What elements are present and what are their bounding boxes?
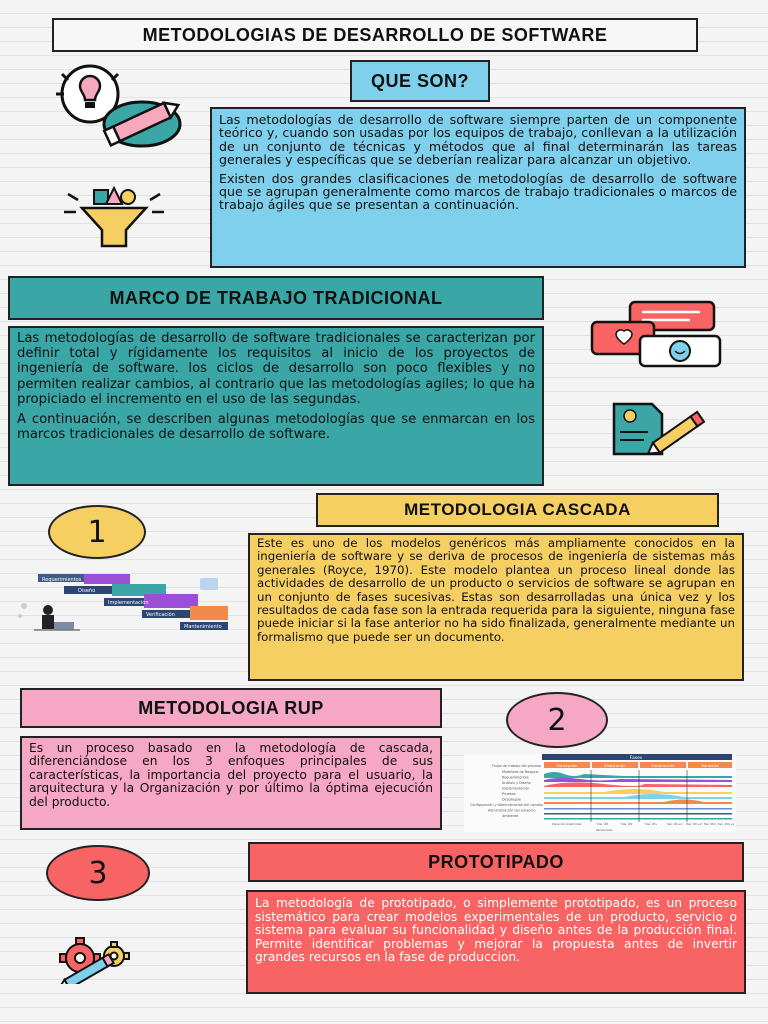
rup-row-7: Configuración y Administración del cambio (470, 803, 543, 807)
rup-phase-3: Construcción (651, 764, 675, 768)
rup-row-9: Ambiente (502, 814, 519, 818)
rup-iter-7: Iter. #m+1 (717, 822, 735, 826)
page-title: METODOLOGIAS DE DESARROLLO DE SOFTWARE (52, 18, 698, 52)
funnel-icon (64, 182, 164, 252)
prototipado-heading: PROTOTIPADO (248, 842, 744, 882)
rup-chart-header: Fases (629, 756, 643, 761)
rup-heading: METODOLOGIA RUP (20, 688, 442, 728)
que-son-heading: QUE SON? (350, 60, 490, 102)
rup-phase-1: Concepción (556, 764, 578, 768)
gears-pencil-icon (50, 936, 136, 984)
cascada-heading: METODOLOGIA CASCADA (316, 493, 719, 527)
rup-row-6: Despliegue (502, 797, 521, 802)
chat-bubbles-icon (590, 300, 726, 372)
idea-pencil-icon (42, 62, 182, 152)
rup-row-3: Análisis y Diseño (502, 781, 531, 785)
rup-iter-0: Iteración preliminar (552, 822, 582, 826)
tradicional-heading: MARCO DE TRABAJO TRADICIONAL (8, 276, 544, 320)
rup-iter-2: Iter. #2 (621, 822, 633, 826)
rup-iter-1: Iter. #1 (597, 822, 609, 826)
rup-row-0: Flujos de trabajo del proceso (492, 764, 541, 768)
step-number-1: 1 (48, 505, 146, 559)
step-number-2: 2 (506, 692, 608, 748)
rup-phase-4: Transición (701, 764, 719, 768)
waterfall-label-4: Verificación (146, 612, 175, 618)
que-son-paragraph-1: Las metodologías de desarrollo de software siempre parten de un componente teórico y, cuando son usadas por los equipos de trabajo, conllevan a la utilización de un conjunto de técnicas y métodos que al final determinarán las tareas generales y específicas que se deberían realizar para alcanzar un objetivo. (219, 112, 737, 168)
tradicional-paragraph-2: A continuación, se describen algunas metodologías que se enmarcan en los marcos tradicionales de desarrollo de software. (17, 412, 535, 443)
que-son-text (210, 107, 746, 268)
rup-row-8: Administración del proyecto (488, 808, 536, 813)
waterfall-diagram (14, 572, 234, 638)
rup-iter-5: Iter. #n+2 (686, 822, 702, 826)
prototipado-text: La metodología de prototipado, o simplemente prototipado, es un proceso sistemático para crear modelos experimentales de un producto, servicio o sistema para evaluar su funcionalidad y diseño antes de la producción final. Permite identificar problemas y mejorar la propuesta antes de invertir grandes recursos en la fase de produccion. (246, 890, 746, 994)
rup-row-1: Modelado de Negocio (502, 770, 539, 774)
rup-iter-3: Iter. #n (645, 822, 657, 826)
step-number-3: 3 (46, 845, 150, 901)
waterfall-label-5: Mantenimiento (184, 624, 222, 630)
rup-phase-2: Elaboración (604, 764, 626, 768)
waterfall-label-3: Implementación (108, 600, 149, 606)
rup-row-2: Requerimientos (502, 775, 529, 780)
rup-phases-chart (464, 754, 736, 832)
waterfall-label-1: Requerimientos (42, 577, 82, 583)
tradicional-text (8, 326, 544, 486)
document-pencil-icon (612, 402, 708, 456)
tradicional-paragraph-1: Las metodologías de desarrollo de software tradicionales se caracterizan por definir total y rígidamente los requisitos al inicio de los proyectos de ingeniería de software. los ciclos de desarrollo son poco flexibles y no permiten realizar cambios, al contrario que las metodologías agiles; lo que ha propiciado el incremento en el uso de las segundas. (17, 331, 535, 407)
rup-row-5: Pruebas (502, 792, 516, 796)
rup-chart-footer: Iteraciones (595, 828, 613, 832)
rup-row-4: Implementación (502, 786, 530, 791)
rup-iter-4: Iter. #n+1 (667, 822, 683, 826)
cascada-text: Este es uno de los modelos genéricos más ampliamente conocidos en la ingeniería de software y se deriva de procesos de ingeniería de sistemas más generales (Royce, 1970). Este modelo plantea un proceso lineal donde las actividades de desarrollo de un producto o servicios de software se agrupan en un conjunto de fases sucesivas. Estas son desarrolladas una única vez y los resultados de cada fase son la entrada requerida para la siguiente, ninguna fase puede iniciar si la fase anterior no ha sido finalizada, generalmente mediante un formalismo que puede ser un documento. (248, 533, 744, 681)
que-son-paragraph-2: Existen dos grandes clasificaciones de metodologías de desarrollo de software que se agrupan generalmente como marcos de trabajo tradicionales o marcos de trabajo ágiles que se presentan a continuación. (219, 170, 737, 213)
waterfall-label-2: Diseño (78, 588, 96, 594)
rup-text: Es un proceso basado en la metodología de cascada, diferenciándose en los 3 enfoques principales de sus características, la importancia del proyecto para el usuario, la arquitectura y la Organización y por último la óptima ejecución del producto. (20, 736, 442, 830)
rup-iter-6: Iter. #m (703, 822, 717, 826)
